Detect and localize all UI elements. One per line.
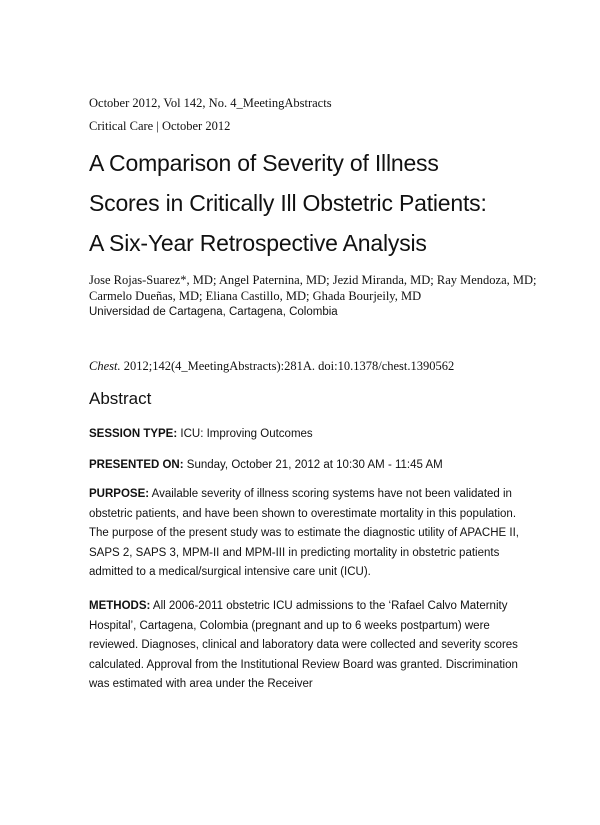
authors-line-1: Jose Rojas-Suarez*, MD; Angel Paternina, MD; Jezid Miranda, MD; Ray Mendoza, MD; <box>89 273 537 287</box>
title-line-2: Scores in Critically Ill Obstetric Patients: <box>89 190 487 216</box>
session-type-value: ICU: Improving Outcomes <box>177 428 313 440</box>
title-line-1: A Comparison of Severity of Illness <box>89 150 439 176</box>
purpose-text: Available severity of illness scoring systems have not been validated in obstetric patients, and have been shown to overestimate mortality in this population. The purpose of the present study was to estimate the diagnostic utility of APACHE II, SAPS 2, SAPS 3, MPM-II and MPM-III in predicting mortality in obstetric patients admitted to a medical/surgical intensive care unit (ICU). <box>89 488 519 578</box>
abstract-heading: Abstract <box>89 389 152 408</box>
section-line: Critical Care | October 2012 <box>89 119 231 133</box>
issue-line: October 2012, Vol 142, No. 4_MeetingAbstracts <box>89 96 332 110</box>
citation <box>89 359 454 374</box>
title-line-3: A Six-Year Retrospective Analysis <box>89 230 427 256</box>
presented-on-value: Sunday, October 21, 2012 at 10:30 AM - 11:45 AM <box>183 459 443 471</box>
methods-label: METHODS: <box>89 600 151 612</box>
session-type <box>89 425 519 445</box>
purpose-paragraph <box>89 485 519 583</box>
authors-line-2: Carmelo Dueñas, MD; Eliana Castillo, MD; Ghada Bourjeily, MD <box>89 289 422 303</box>
session-type-label: SESSION TYPE: <box>89 428 178 440</box>
journal-name: Chest. <box>89 359 121 373</box>
citation-reference: 2012;142(4_MeetingAbstracts):281A. doi:10.1378/chest.1390562 <box>120 359 455 373</box>
presented-on-label: PRESENTED ON: <box>89 459 184 471</box>
affiliation: Universidad de Cartagena, Cartagena, Colombia <box>89 306 338 318</box>
presented-on <box>89 456 519 476</box>
purpose-label: PURPOSE: <box>89 488 150 500</box>
methods-text: All 2006-2011 obstetric ICU admissions to the ‘Rafael Calvo Maternity Hospital’, Cartagena, Colombia (pregnant and up to 6 weeks postpartum) were reviewed. Diagnoses, clinical and laboratory data were collected and severity scores calculated. Approval from the Institutional Review Board was granted. Discrimination was estimated with area under the Receiver <box>89 600 518 690</box>
methods-paragraph <box>89 597 519 695</box>
